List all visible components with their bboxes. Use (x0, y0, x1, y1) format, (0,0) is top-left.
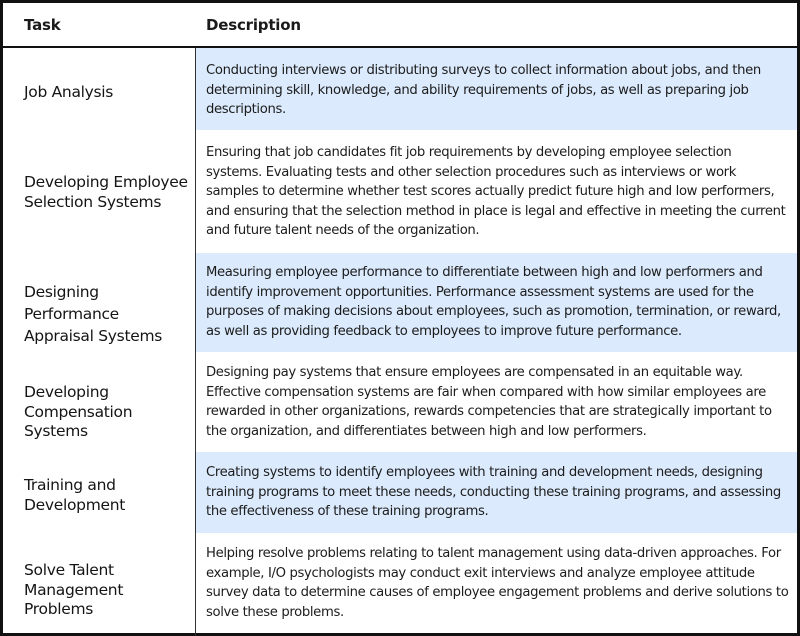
task-cell: Job Analysis (24, 83, 114, 101)
table-row-compensation (3, 352, 797, 452)
description-cell (196, 130, 797, 253)
description-cell (196, 352, 797, 452)
task-cell: Training and Development (24, 476, 126, 514)
description-cell (196, 533, 797, 636)
description-text: Helping resolve problems relating to talent management using data-driven approaches. For example, I/O psychologists may conduct exit interviews and analyze employee attitude survey data to determine causes of employee engagement problems and derive solutions to solve these problems. (206, 546, 789, 620)
task-cell: Solve Talent Management Problems (24, 561, 124, 618)
table-row-talent-management (3, 533, 797, 636)
table-row-employee-selection (3, 130, 797, 253)
task-cell: Developing Compensation Systems (24, 383, 133, 440)
table-row-training (3, 452, 797, 533)
header-description: Description (206, 16, 301, 34)
description-cell (196, 253, 797, 352)
description-text: Measuring employee performance to differentiate between high and low performers and identify improvement opportunities. Performance assessment systems are used for the purposes of making decisions about employees, such as promotion, termination, or reward, as well as providing feedback to employees to improve future performance. (206, 265, 781, 339)
task-cell: Designing Performance Appraisal Systems (24, 283, 163, 345)
description-cell (196, 452, 797, 533)
table-row-performance-appraisal (3, 253, 797, 352)
table-header (3, 3, 797, 48)
task-cell: Developing Employee Selection Systems (24, 173, 188, 211)
description-cell (196, 48, 797, 130)
description-text: Creating systems to identify employees with training and development needs, designing training programs to meet these needs, conducting these training programs, and assessing the effectiveness of these training programs. (206, 465, 781, 519)
header-task: Task (24, 16, 61, 34)
table-row-job-analysis (3, 48, 797, 130)
description-text: Conducting interviews or distributing surveys to collect information about jobs, and then determining skill, knowledge, and ability requirements of jobs, as well as preparing job descriptions. (206, 63, 761, 117)
description-text: Ensuring that job candidates fit job requirements by developing employee selection systems. Evaluating tests and other selection procedures such as interviews or work samples to determine whether test scores actually predict future high and low performers, and ensuring that the selection method in place is legal and effective in meeting the current and future talent needs of the organization. (206, 145, 786, 238)
description-text: Designing pay systems that ensure employees are compensated in an equitable way. Effective compensation systems are fair when compared with how similar employees are rewarded in other organizations, rewards competencies that are strategically important to the organization, and differentiates between high and low performers. (206, 365, 772, 439)
